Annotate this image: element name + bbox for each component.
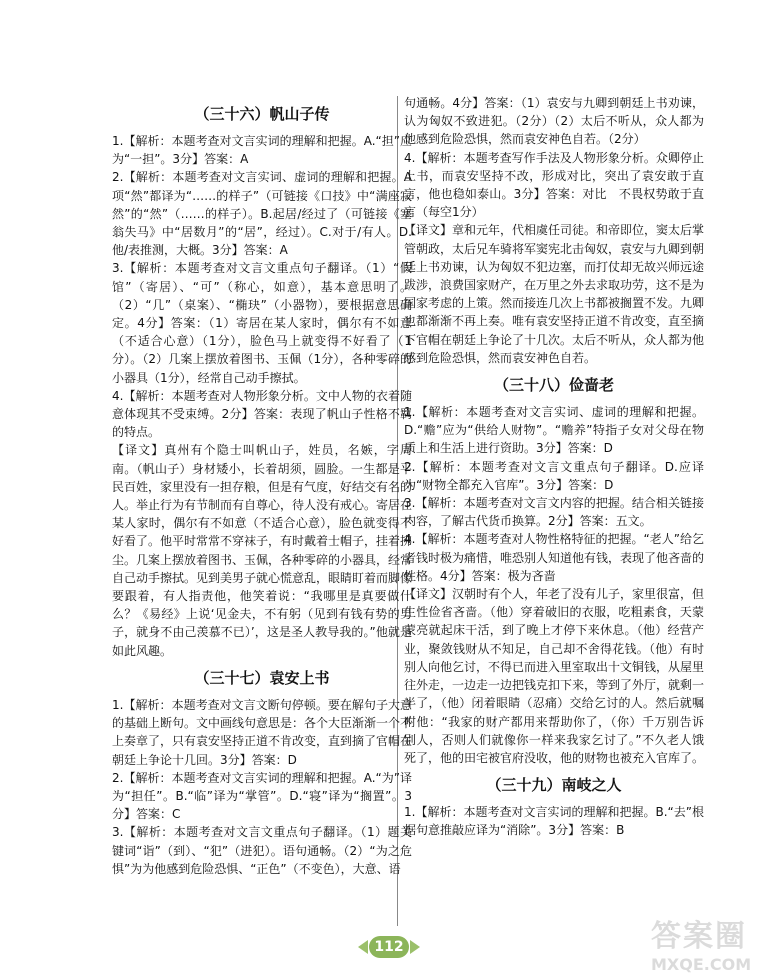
page-number: 112: [369, 936, 409, 958]
left-arrow-icon: [358, 940, 368, 954]
answer-item: 4.【解析：本题考查写作手法及人物形象分析。众卿停止上书，而袁安坚持不改，形成对比，突出了袁安敢于直言，他也稳如泰山。3分】答案：对比 不畏权势敢于直言（每空1分）: [404, 150, 704, 220]
left-column: [112, 96, 412, 878]
watermark-top: 答案圈: [651, 919, 747, 954]
answer-item: 1.【解析：本题考查对文言文断句停顿。要在解句子大意的基础上断句。文中画线句意思是：各个大臣渐渐一个不上奏章了，只有袁安坚持正道不肯改变，直到摘了官帽在朝廷上争论十几回。3分】答案：D: [112, 697, 413, 767]
section-title-37: （三十七）袁安上书: [194, 668, 330, 687]
answer-item: 句通畅。4分】答案：（1）袁安与九卿到朝廷上书劝谏，认为匈奴不致进犯。（2分）（2）太后不听从，众人都为他感到危险恐惧，然而袁安神色自若。（2分）: [404, 96, 704, 147]
page-number-badge: [358, 935, 420, 959]
answer-item: 3.【解析：本题考查对文言文重点句子翻译。（1）“假馆”（寄居）、“可”（称心，如意），基本意思明了。（2）“几”（桌案）、“椭玦”（小器物），要根据意思确定。4分】答案：（1）寄居在某人家时，偶尔有不如意（不适合心意）（1分），脸色马上就变得不好看了（1分）。（2）几案上摆放着图书、玉佩（1分），各种零碎的小器具（1分），经常自己动手擦拭。: [112, 261, 412, 385]
translation-paragraph: 【译文】真州有个隐士叫帆山子，姓员，名嫉，字周南。（帆山子）身材矮小，长着胡须，圆脸。一生都是平民百姓，家里没有一担存粮，但是有气度，好结交有名的人。举止行为有节制而有自尊心，待人没有戒心。寄居在某人家时，偶尔有不如意（不适合心意），脸色就变得不好看了。他平时常常不穿袜子，有时戴着士帽子，挂着拂尘。几案上摆放着图书、玉佩，各种零碎的小器具，经常自己动手擦拭。见到美男子就心慌意乱，眼睛盯着而脚像要跟着，有人指责他，他笑着说：“我哪里是真要做什么？《易经》上说‘见金夫，不有躬（见到有钱有势的男子，就身不由己羡慕不已）’，这是圣人教导我的。”他就是如此风趣。: [112, 443, 413, 658]
section-title-36: （三十六）帆山子传: [194, 105, 330, 123]
section-title-39: （三十九）南岐之人: [486, 776, 622, 795]
right-arrow-icon: [410, 940, 420, 954]
translation-paragraph: 【译文】汉朝时有个人，年老了没有儿子，家里很富，但生性俭省吝啬。（他）穿着破旧的衣服，吃粗素食，天蒙蒙亮就起床干活，到了晚上才停下来休息。（他）经营产业，聚敛钱财从不知足，自己却不舍得花钱。（他）有时别人向他乞讨，不得已而进入里室取出十文铜钱，从屋里往外走，一边走一边把钱克扣下来，等到了外厅，就剩一半了，（他）闭着眼睛（忍痛）交给乞讨的人。然后就嘱咐他：“我家的财产都用来帮助你了，（你）千万别告诉别人，否则人们就像你一样来我家乞讨了。”不久老人饿死了，他的田宅被官府没收，他的财物也被充入官库了。: [404, 587, 705, 765]
section-title-38: （三十八）俭啬老: [493, 376, 614, 395]
answer-item: 1.【解析：本题考查对文言实词的理解和把握。B.“去”根据句意推敲应译为“消除”。3分】答案：B: [404, 805, 704, 838]
watermark-bottom: MXQE.COM: [651, 955, 752, 974]
right-column: [404, 94, 704, 840]
answer-item: 2.【解析：本题考查对文言文重点句子翻译。D.应译为“财物全都充入官库”。3分】答案：D: [404, 459, 704, 492]
answer-item: 2.【解析：本题考查对文言实词、虚词的理解和把握。A项“然”都译为“……的样子”（可链接《口技》中“满座寂然”的“然”（……的样子）。B.起居/经过了（可链接《塞翁失马》中“居数月”的“居”，经过）。C.对于/有人。D.他/表推测，大概。3分】答案：A: [112, 170, 412, 258]
answer-item: 1.【解析：本题考查对文言实词、虚词的理解和把握。D.“赡”应为“供给人财物”。“赡养”特指子女对父母在物质上和生活上进行资助。3分】答案：D: [404, 405, 704, 456]
translation-paragraph: 【译文】章和元年，代相虞任司徒。和帝即位，窦太后掌管朝政，太后兄车骑将军窦宪北击匈奴，袁安与九卿到朝廷上书劝谏，认为匈奴不犯边塞，而打仗却无故兴师远途跋涉，浪费国家财产，在万里之外去求取功劳，这不是为国家考虑的上策。然而接连几次上书都被搁置不发。九卿也都渐渐不再上奏。唯有袁安坚持正道不肯改变，直至摘下官帽在朝廷上争论了十几次。太后不听从，众人都为他感到危险恐惧，然而袁安神色自若。: [404, 223, 705, 365]
answer-item: 3.【解析：本题考查对文言文重点句子翻译。（1）题关键词“诣”（到）、“犯”（进犯）。语句通畅。（2）“为之危惧”为为他感到危险恐惧、“正色”（不变色），大意、语: [112, 825, 412, 876]
answer-item: 1.【解析：本题考查对文言实词的理解和把握。A.“担”应为“一担”。3分】答案：A: [112, 134, 412, 167]
answer-item: 2.【解析：本题考查对文言实词的理解和把握。A.“为”译为“担任”。B.“临”译为“掌管”。D.“寝”译为“搁置”。3分】答案：C: [112, 770, 412, 822]
answer-item: 3.【解析：本题考查对文言文内容的把握。结合相关链接内容，了解古代货币换算。2分】答案：五文。: [404, 496, 704, 529]
watermark-logo: [651, 911, 771, 974]
answer-item: 4.【解析：本题考查对人物形象分析。文中人物的衣着随意体现其不受束缚。2分】答案：表现了帆山子性格不羁的特点。: [112, 388, 412, 440]
answer-item: 4.【解析：本题考查对人物性格特征的把握。“老人”给乞者钱时极为痛惜，唯恐别人知道他有钱，表现了他吝啬的性格。4分】答案：极为吝啬: [404, 532, 705, 583]
